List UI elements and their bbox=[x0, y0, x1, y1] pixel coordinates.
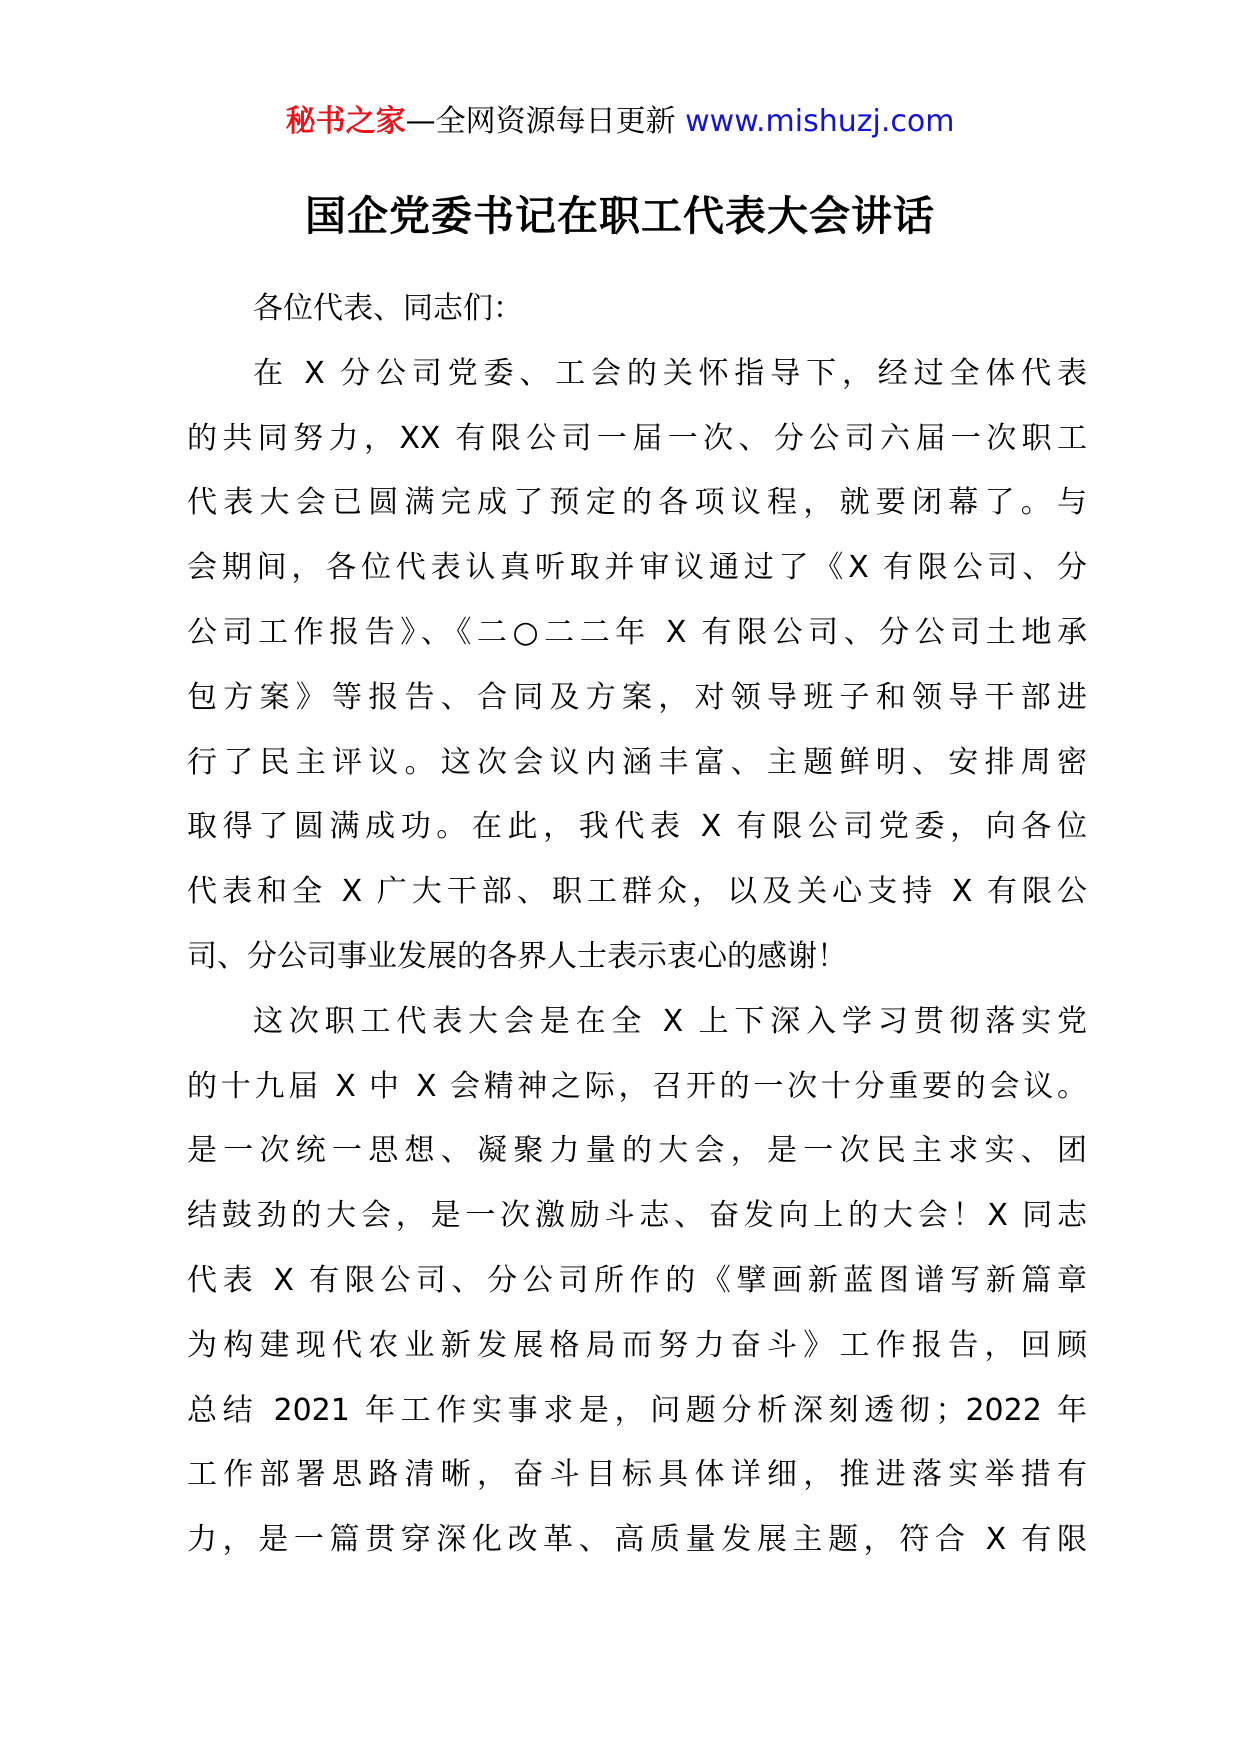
document-body bbox=[187, 277, 1087, 1573]
paragraph-line: 公司工作报告》、《二○二二年 X 有限公司、分公司土地承 bbox=[187, 614, 1087, 650]
paragraph-line: 司、分公司事业发展的各界人士表示衷心的感谢！ bbox=[187, 938, 847, 974]
salutation: 各位代表、同志们： bbox=[253, 291, 523, 326]
paragraph-line: 的共同努力，XX 有限公司一届一次、分公司六届一次职工 bbox=[187, 420, 1087, 456]
document-title: 国企党委书记在职工代表大会讲话 bbox=[305, 192, 935, 240]
paragraph-line: 包方案》等报告、合同及方案，对领导班子和领导干部进 bbox=[187, 679, 1087, 715]
header-tagline: —全网资源每日更新 bbox=[405, 104, 676, 139]
brand-name: 秘书之家 bbox=[285, 104, 406, 139]
paragraph-line: 在 X 分公司党委、工会的关怀指导下，经过全体代表 bbox=[253, 355, 1087, 391]
site-header bbox=[0, 102, 1240, 142]
paragraph-line: 的十九届 X 中 X 会精神之际，召开的一次十分重要的会议。 bbox=[187, 1068, 1087, 1104]
paragraph-line: 总结 2021 年工作实事求是，问题分析深刻透彻；2022 年 bbox=[187, 1392, 1087, 1428]
paragraph-line: 为构建现代农业新发展格局而努力奋斗》工作报告，回顾 bbox=[187, 1327, 1087, 1363]
paragraph-line: 结鼓劲的大会，是一次激励斗志、奋发向上的大会！X 同志 bbox=[187, 1198, 1087, 1234]
paragraph-line: 代表大会已圆满完成了预定的各项议程，就要闭幕了。与 bbox=[187, 485, 1087, 521]
paragraph-line: 这次职工代表大会是在全 X 上下深入学习贯彻落实党 bbox=[253, 1003, 1087, 1039]
paragraph-line: 代表和全 X 广大干部、职工群众，以及关心支持 X 有限公 bbox=[187, 874, 1087, 910]
paragraph-line: 力，是一篇贯穿深化改革、高质量发展主题，符合 X 有限 bbox=[187, 1522, 1087, 1558]
paragraph-line: 工作部署思路清晰，奋斗目标具体详细，推进落实举措有 bbox=[187, 1457, 1087, 1493]
paragraph-line: 会期间，各位代表认真听取并审议通过了《X 有限公司、分 bbox=[187, 550, 1087, 586]
site-url-link[interactable]: www.mishuzj.com bbox=[685, 104, 955, 139]
paragraph-line: 是一次统一思想、凝聚力量的大会，是一次民主求实、团 bbox=[187, 1133, 1087, 1169]
paragraph-line: 代表 X 有限公司、分公司所作的《擘画新蓝图谱写新篇章 bbox=[187, 1262, 1087, 1298]
paragraph-line: 取得了圆满成功。在此，我代表 X 有限公司党委，向各位 bbox=[187, 809, 1087, 845]
paragraph-line: 行了民主评议。这次会议内涵丰富、主题鲜明、安排周密 bbox=[187, 744, 1087, 780]
